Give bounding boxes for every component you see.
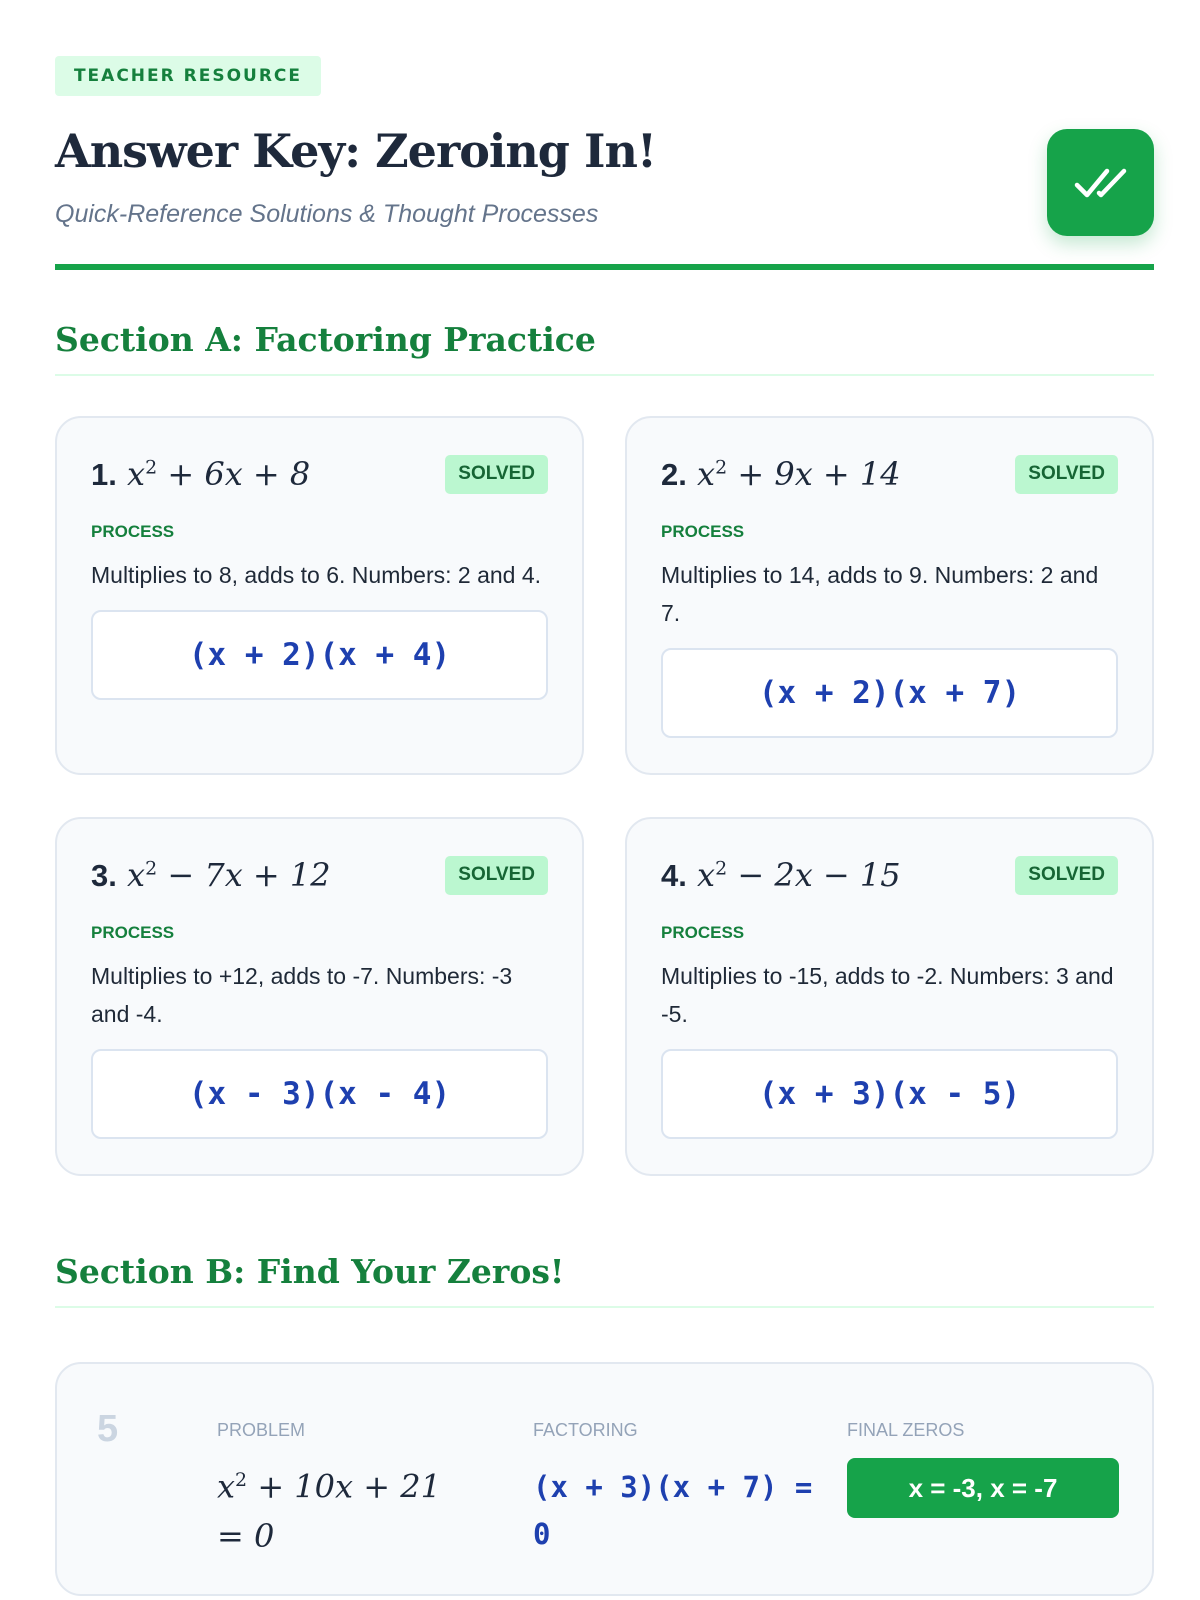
problem-label: PROBLEM: [217, 1420, 306, 1440]
factoring-label: FACTORING: [533, 1420, 638, 1440]
final-zeros-answer: x = -3, x = -7: [847, 1458, 1119, 1518]
expr-rest: − 2x − 15: [727, 856, 901, 894]
solved-badge: SOLVED: [1015, 856, 1118, 895]
problem-expression: [91, 856, 331, 894]
section-b-divider: [55, 1306, 1154, 1308]
section-a-divider: [55, 374, 1154, 376]
section-b-title: Section B: Find Your Zeros!: [55, 1252, 565, 1291]
double-check-icon-glyph: [1074, 166, 1128, 200]
expr-rest: − 7x + 12: [157, 856, 331, 894]
problem-card-1: [55, 416, 584, 775]
problem-number: 2.: [661, 457, 687, 492]
solved-badge: SOLVED: [1015, 455, 1118, 494]
expr-base: x: [697, 455, 716, 493]
problem-number: 5: [97, 1408, 119, 1450]
section-a-title: Section A: Factoring Practice: [55, 320, 596, 359]
solved-badge: SOLVED: [445, 455, 548, 494]
problem-number: 3.: [91, 858, 117, 893]
expr-base: x: [127, 455, 146, 493]
header-divider: [55, 264, 1154, 270]
expr-base: x: [697, 856, 716, 894]
exponent: 2: [715, 857, 728, 880]
page-subtitle: Quick-Reference Solutions & Thought Processes: [55, 200, 599, 228]
process-text: Multiplies to -15, adds to -2. Numbers: 3 and -5.: [661, 963, 1114, 1027]
problem-card-3: [55, 817, 584, 1176]
exponent: 2: [715, 456, 728, 479]
double-check-icon: [1047, 129, 1154, 236]
process-label: PROCESS: [91, 522, 175, 541]
expr-base: x: [127, 856, 146, 894]
process-text: Multiplies to +12, adds to -7. Numbers: -3 and -4.: [91, 963, 513, 1027]
factored-answer: (x + 3)(x - 5): [661, 1049, 1118, 1139]
problem-expression: [661, 455, 901, 493]
teacher-resource-tag: TEACHER RESOURCE: [55, 56, 321, 96]
problem-number: 1.: [91, 457, 117, 492]
expr-base: x: [217, 1467, 236, 1506]
page-title: Answer Key: Zeroing In!: [55, 124, 657, 178]
exponent: 2: [145, 857, 158, 880]
expr-rest: + 10x + 21 = 0: [217, 1467, 441, 1555]
problem-card-4: [625, 817, 1154, 1176]
factored-answer: (x + 2)(x + 4): [91, 610, 548, 700]
process-label: PROCESS: [91, 923, 175, 942]
expr-rest: + 6x + 8: [157, 455, 311, 493]
problem-equation: [217, 1456, 477, 1561]
exponent: 2: [235, 1469, 248, 1491]
solved-badge: SOLVED: [445, 856, 548, 895]
problem-card-2: [625, 416, 1154, 775]
process-label: PROCESS: [661, 522, 745, 541]
process-text: Multiplies to 8, adds to 6. Numbers: 2 and 4.: [91, 562, 542, 588]
problem-expression: [661, 856, 901, 894]
exponent: 2: [145, 456, 158, 479]
factoring-equation: (x + 3)(x + 7) = 0: [533, 1470, 830, 1551]
process-label: PROCESS: [661, 923, 745, 942]
zeros-problem-card: [55, 1362, 1154, 1596]
expr-rest: + 9x + 14: [727, 455, 901, 493]
factored-answer: (x - 3)(x - 4): [91, 1049, 548, 1139]
process-text: Multiplies to 14, adds to 9. Numbers: 2 and 7.: [661, 562, 1099, 626]
problem-expression: [91, 455, 310, 493]
final-zeros-label: FINAL ZEROS: [847, 1420, 965, 1440]
problem-number: 4.: [661, 858, 687, 893]
factored-answer: (x + 2)(x + 7): [661, 648, 1118, 738]
